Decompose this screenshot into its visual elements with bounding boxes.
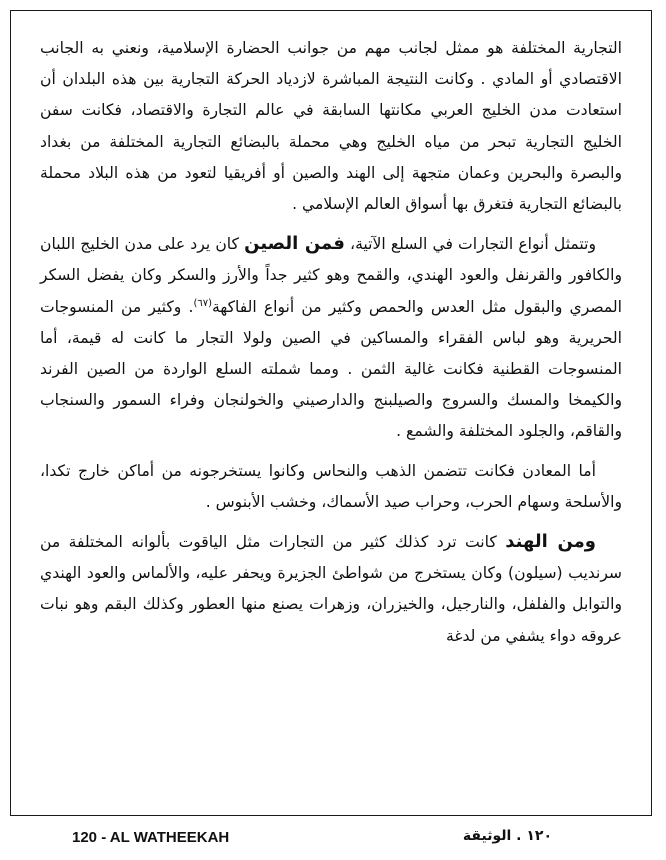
paragraph-metals: أما المعادن فكانت تتضمن الذهب والنحاس وكانوا يستخرجونه من أماكن خارج تكدا، والأسلحة وسهام الحرب، وحراب صيد الأسماك، وخشب الأبنوس . bbox=[40, 461, 622, 511]
india-keyword: ومن الهند bbox=[505, 531, 596, 553]
china-goods-text: كان يرد على مدن الخليج اللبان والكافور والقرنفل والعود الهندي، والقمح وهو كثير جداً والأرز والسكر وكان يفضل السكر المصري والبقول مثل العدس والحمص وكثير من أنواع الفاكهة bbox=[40, 235, 622, 316]
china-lead-text: وتتمثل أنواع التجارات في السلع الآتية، bbox=[350, 235, 596, 254]
page-footer bbox=[10, 824, 652, 852]
footnote-marker[interactable]: (٦٧) bbox=[193, 297, 213, 309]
article-body bbox=[40, 33, 622, 652]
paragraph-china bbox=[40, 228, 622, 447]
paragraph-intro: التجارية المختلفة هو ممثل لجانب مهم من جوانب الحضارة الإسلامية، ونعني به الجانب الاقتصادي أو المادي . وكانت النتيجة المباشرة لازدياد الحركة التجارية بين هذه البلدان أن استعادت مدن الخليج العربي مكانتها السابقة في عالم التجارة والاقتصاد، فكانت سفن الخليج التجارية تبحر من مياه الخليج وهي محملة بالبضائع التجارية المختلفة من بغداد والبصرة والبحرين وعمان متجهة إلى الهند والصين أو أفريقيا لتعود من هذه البلاد محملة بالبضائع التجارية فتغرق بها أسواق العالم الإسلامي . bbox=[40, 39, 622, 214]
china-rest-text: . وكثير من المنسوجات الحريرية وهو لباس الفقراء والمساكين في الصين ولولا التجار ما كانت له قيمة، أما المنسوجات القطنية فكانت غالية الثمن . ومما شملته السلع الواردة من الصين الفرند والكيمخا والمسك والسروج والصيلبنج والدارصيني والخولنجان وفراء السمور والسنجاب والقاقم، والجلود المختلفة والشمع . bbox=[40, 297, 622, 441]
paragraph-india bbox=[40, 526, 622, 652]
footer-page-label-arabic: ١٢٠ . الوثيقة bbox=[462, 828, 552, 844]
china-keyword: فمن الصين bbox=[244, 233, 345, 255]
footer-page-label-english: 120 - AL WATHEEKAH bbox=[72, 829, 230, 846]
india-goods-text: كانت ترد كذلك كثير من التجارات مثل الياقوت بألوانه المختلفة من سرنديب (سيلون) وكان يستخرج من شواطئ الجزيرة ويحفر عليه، والألماس والعود الهندي والتوابل والفلفل، والنارجيل، والخيزران، وزهرات يصنع منها العطور وكذلك البقم وهو نبات عروقه دواء يشفي من لدغة bbox=[40, 533, 622, 645]
